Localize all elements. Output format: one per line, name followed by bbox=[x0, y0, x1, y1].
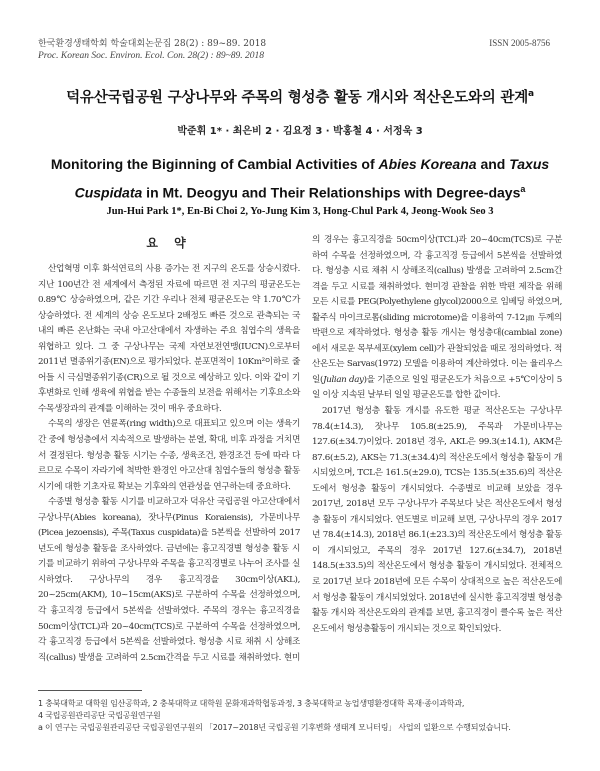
abstract-paragraph-1: 산업혁명 이후 화석연료의 사용 증가는 전 지구의 온도를 상승시켰다. 지난 100년간 전 세계에서 측정된 자료에 따르면 전 지구의 평균온도는 0.89℃ 상승하였으며, 같은 기간 우리나 전체 평균온도는 약 1.70℃가 상승하였다. 전 세계의 상승 온도보다 2배정도 빠른 것으로 관측되는 국내의 빠른 온난화는 국내 아고산대에서 자생하는 주요 침엽수의 생육을 위협하고 있다. 그 중 구상나무는 국제 자연보전연맹(IUCN)으로부터 2011년 멸종위기종(EN)으로 평가되었다. 분포면적이 10Km²이하로 줄어들 시 극심멸종위기종(CR)으로 될 것으로 예상하고 있다. 이와 같이 기후변화로 인해 생육에 위협을 받는 수종들의 보전을 위해서는 기후요소와 수목생장과의 관계를 이해하는 것이 매우 중요하다. bbox=[38, 264, 300, 414]
abstract-column-left bbox=[38, 262, 300, 665]
paper-title-en bbox=[40, 152, 560, 206]
footnote-affiliation-4: 4 국립공원관리공단 국립공원연구원 bbox=[38, 711, 161, 721]
footnotes bbox=[38, 698, 562, 735]
abstract-paragraph-2: 수목의 생장은 연륜폭(ring width)으로 대표되고 있으며 이는 생육기간 중에 형성층에서 지속적으로 발생하는 분열, 확대, 비후 과정을 거치면서 결정된다. 형성층 활동 시기는 수종, 생육조건, 환경조건 등에 따라 다르므로 수목이 자라기에 척박한 환경인 아고산대 침엽수들의 형성층 활동시기에 대한 기초자료 확보는 기후와의 연관성을 연구하는데 중요하다. bbox=[38, 419, 300, 492]
title-ko-footnote-mark: a bbox=[528, 89, 534, 100]
title-ko-text: 덕유산국립공원 구상나무와 주목의 형성층 활동 개시와 적산온도와의 관계 bbox=[66, 90, 529, 106]
authors-en: Jun-Hui Park 1*, En-Bi Choi 2, Yo-Jung Kim 3, Hong-Chul Park 4, Jeong-Wook Seo 3 bbox=[106, 206, 494, 217]
abstract-column-right bbox=[312, 233, 562, 637]
journal-header bbox=[38, 38, 266, 62]
title-en-species2: Taxus Cuspidata bbox=[74, 156, 550, 201]
footnote-affiliations: 1 충북대학교 대학원 임산공학과, 2 충북대학교 대학원 문화재과학협동과정, 3 충북대학교 농업생명환경대학 목재·종이과학과, bbox=[38, 699, 465, 708]
journal-title-ko: 한국환경생태학회 학술대회논문집 28(2) : 89~89. 2018 bbox=[38, 39, 267, 49]
title-en-footnote-mark: a bbox=[520, 184, 526, 194]
abstract-paragraph-3: 수종별 형성층 활동 시기를 비교하고자 덕유산 국립공원 아고산대에서 구상나무(Abies koreana), 잣나무(Pinus Koraiensis), 가문비나무(Picea jezoensis), 주목(Taxus cuspidata)을 5본씩을 선발하여 2017년도에 형성층 활동을 조사하였다. 금년에는 흉고직경별 형성층 활동 시기를 비교하기 위하여 구상나무와 주목을 흉고직경별로 나누어 조사를 실시하였다. 구상나무의 경우 흉고직경을 30cm이상(AKL), 20~25cm(AKM), 10~15cm(AKS)로 구분하여 수목을 선정하였으며, 각 흉고직경 등급에서 5본씩을 선발하였다. 주목의 경우는 흉고직경을 50cm이상(TCL)과 20~40cm(TCS)로 구분하여 수목을 선정하였으며, 각 흉고직경 등급에서 5본씩을 선발하였다. 형성층 시료 채취 시 상해조직(callus) 발생을 고려하여 2.5cm간격을 두고 시료를 채취하였다. 현미 bbox=[38, 497, 300, 663]
abstract-paragraph-4: 2017년 형성층 활동 개시를 유도한 평균 적산온도는 구상나무 78.4(±14.3), 잣나무 105.8(±25.9), 주목과 가문비나무는 127.6(±34.7)이었다. 2018년 경우, AKL은 99.3(±14.1), AKM은 87.6(±5.2), AKS는 71.3(±34.4)의 적산온도에서 형성층 활동이 개시되었으며, TCL은 161.5(±29.0), TCS는 135.5(±35.6)의 적산온도에서 형성층 활동이 개시되었다. 수종별로 비교해 보았을 경우 2017년, 2018년 모두 구상나무가 주목보다 낮은 적산온도에서 형성층 활동이 개시되었다. 연도별로 비교해 보면, 구상나무의 경우 2017년 78.4(±14.3), 2018년 86.1(±23.3)의 적산온도에서 형성층 활동이 개시되었고, 주목의 경우 2017년 127.6(±34.7), 2018년 148.5(±33.5)의 적산온도에서 형성층 활동이 개시되었다. 전체적으로 2017년 보다 2018년에 모든 수목이 상대적으로 높은 적산온도에서 형성층 활동이 개시되었었다. 2018년에 실시한 흉고직경별 형성층 활동 개시와 적산온도와의 관계를 보면, 흉고직경이 클수록 높은 적산온도에서 형성층활동이 개시되는 것으로 확인되었다. bbox=[312, 406, 562, 634]
paper-title-ko bbox=[0, 86, 600, 107]
authors-ko: 박준휘 1* · 최은비 2 · 김요정 3 · 박홍철 4 · 서정욱 3 bbox=[177, 126, 423, 137]
title-en-species1: Abies Koreana bbox=[378, 156, 477, 172]
journal-title-en: Proc. Korean Soc. Environ. Ecol. Con. 28(2) : 89~89. 2018 bbox=[38, 51, 264, 61]
footnote-funding: a 이 연구는 국립공원관리공단 국립공원연구원의 「2017~2018년 국립공원 기후변화 생태계 모니터링」 사업의 일환으로 수행되었습니다. bbox=[38, 723, 511, 733]
title-en-part1: Monitoring the Biginning of Cambial Activities of bbox=[50, 156, 379, 172]
footnote-divider bbox=[38, 690, 142, 691]
issn: ISSN 2005-8756 bbox=[489, 38, 550, 48]
abstract-paragraph-3-continued: 의 경우는 흉고직경을 50cm이상(TCL)과 20~40cm(TCS)로 구분하여 수목을 선정하였으며, 각 흉고직경 등급에서 5본씩을 선발하였다. 형성층 시료 채취 시 상해조직(callus) 발생을 고려하여 2.5cm간격을 두고 시료를 채취하였다. 현미경 관찰을 위한 박편 제작을 위해 모든 시료를 PEG(Polyethylene glycol)2000으로 임베딩 하였으며, 활주식 마이크로톰(sliding microtome)을 이용하여 7-12㎛ 두께의 박편으로 제작하였다. 형성층 활동 개시는 형성층대(cambial zone)에서 새로운 목부세포(xylem cell)가 관찰되었을 때로 정의하였다. 적산온도는 Sarvas(1972) 모델을 이용하여 계산하였다. 이는 율리우스일(Julian day)을 기준으로 일일 평균온도가 처음으로 +5℃이상이 5일 이상 지속된 날부터 일일 평균온도를 합한 값이다. bbox=[312, 235, 562, 401]
abstract-heading: 요 약 bbox=[146, 236, 192, 250]
title-en-part3: in Mt. Deogyu and Their Relationships with Degree-days bbox=[142, 184, 521, 201]
title-en-part2: and bbox=[476, 156, 510, 172]
